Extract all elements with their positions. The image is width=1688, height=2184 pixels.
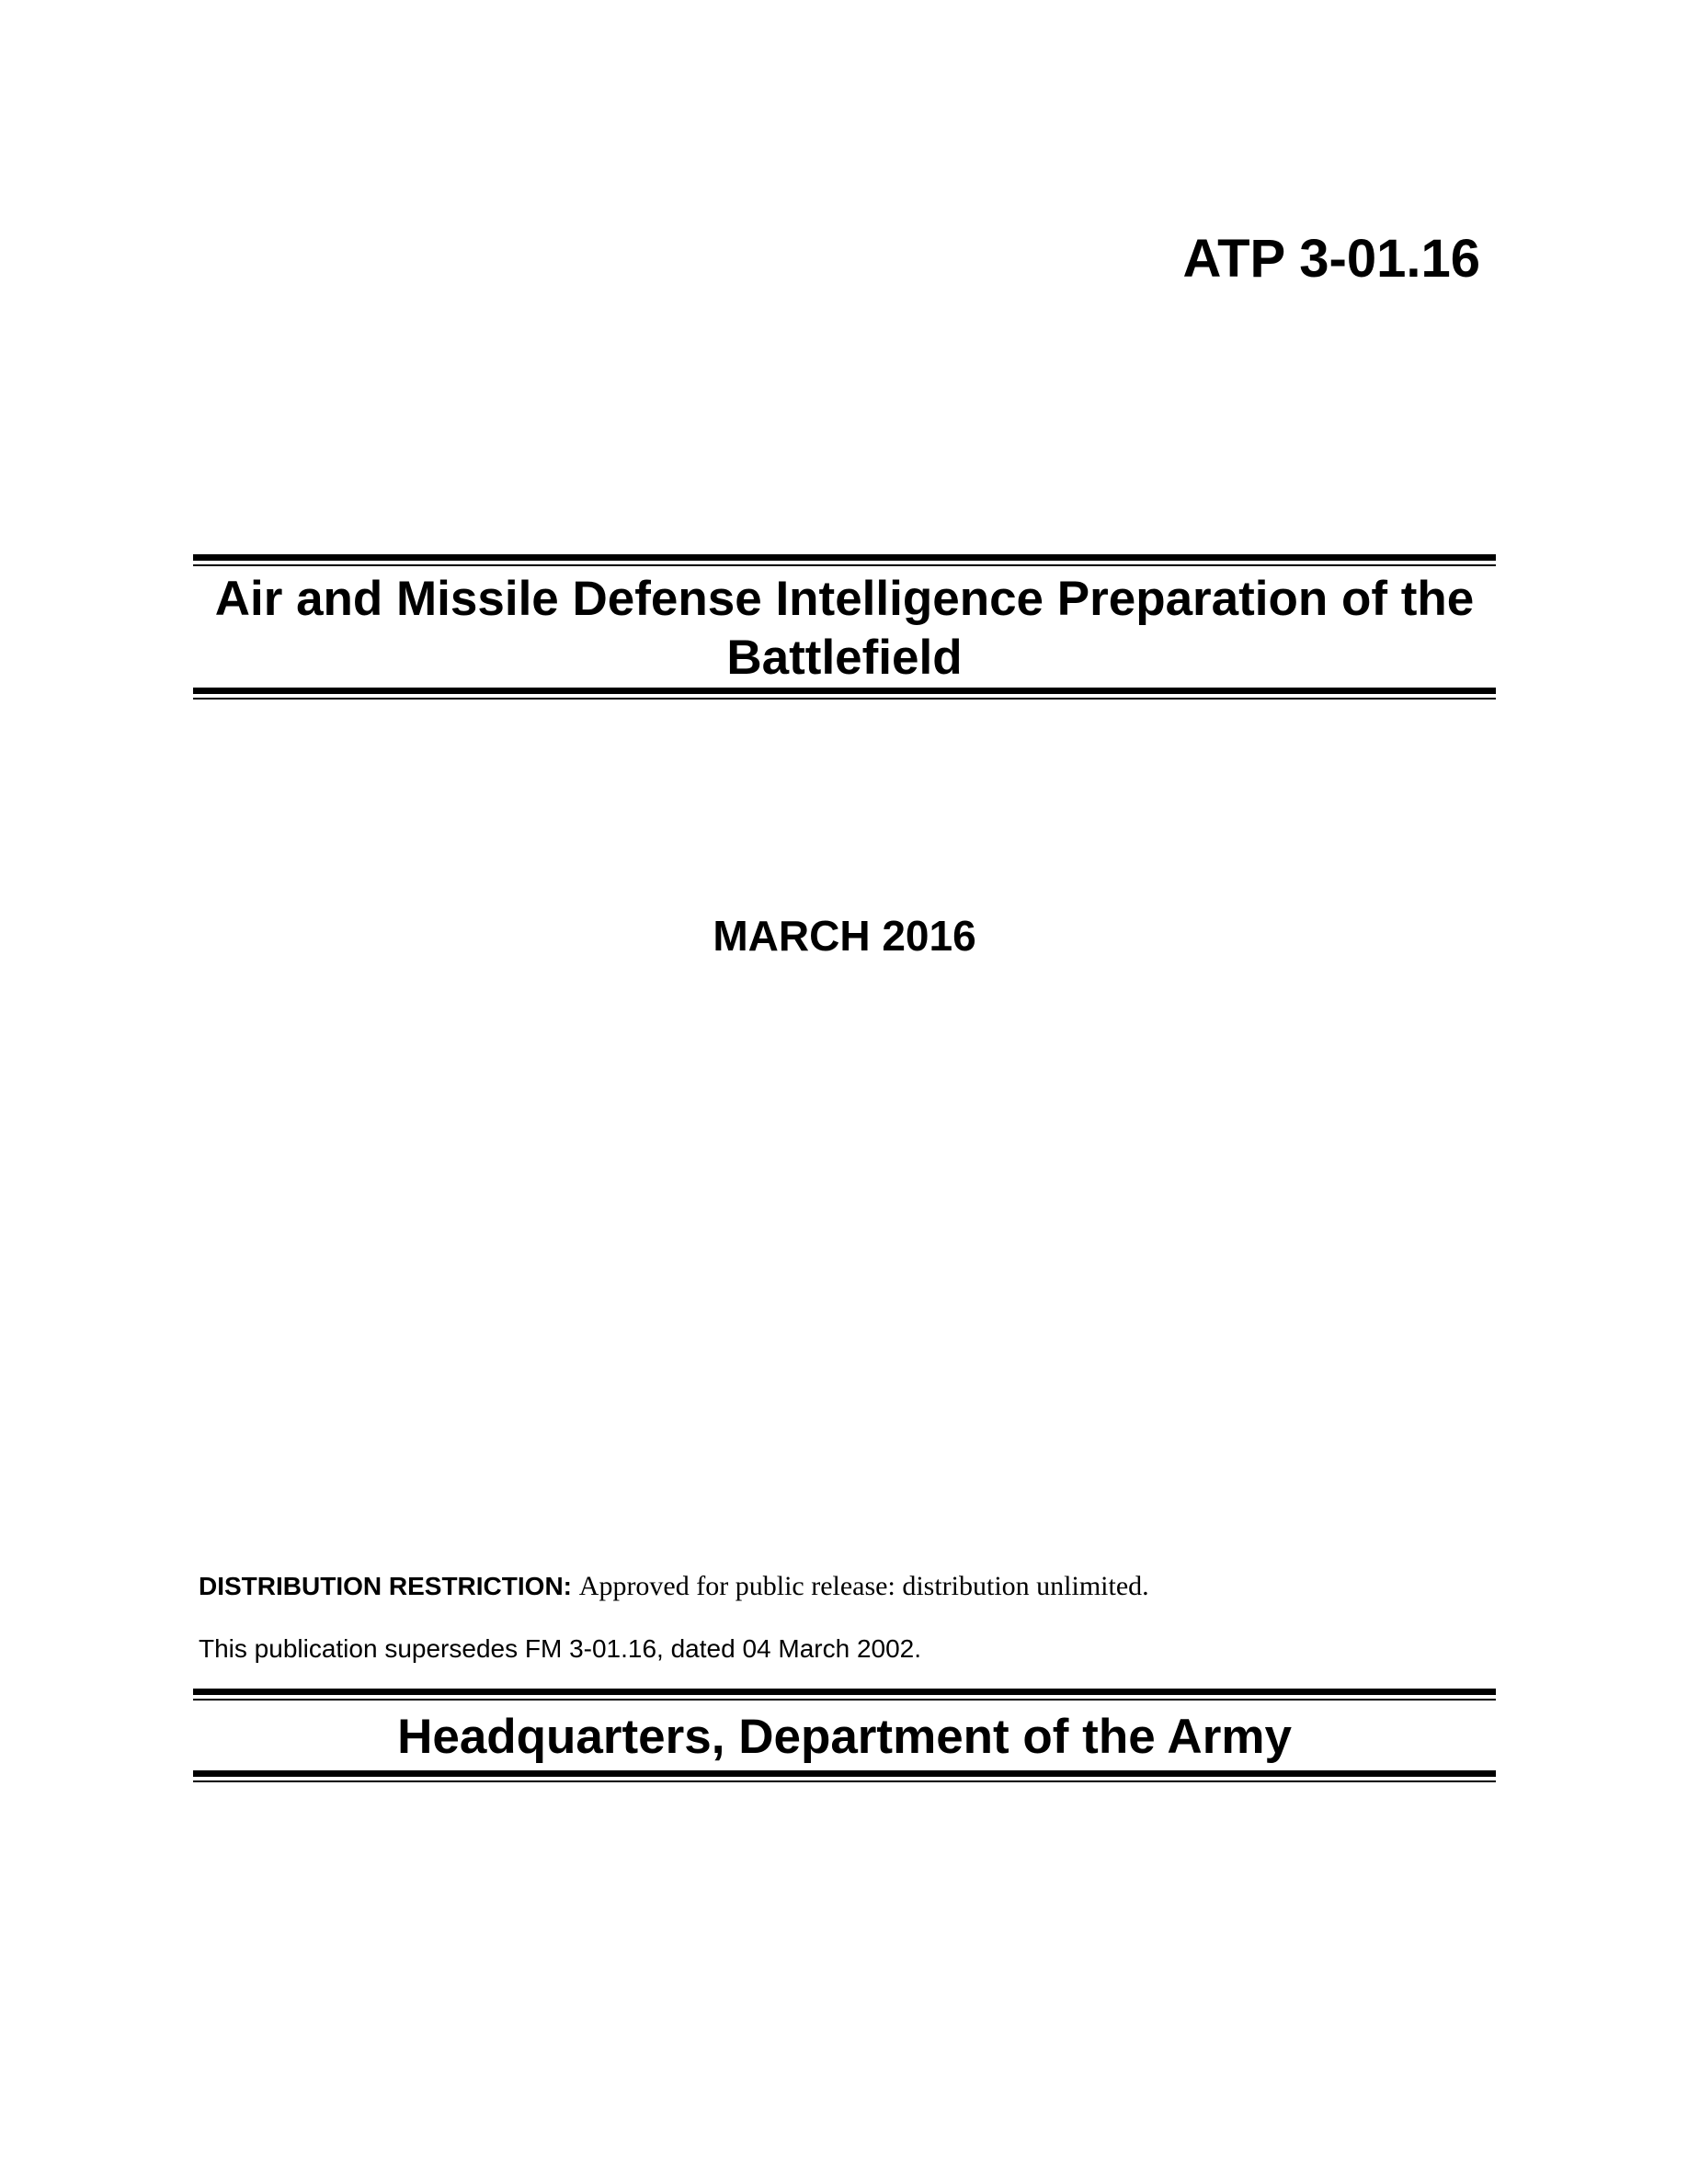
publication-date: MARCH 2016: [713, 912, 976, 960]
rule-thick-line: [193, 554, 1496, 561]
issuer-bottom-rule: [193, 1770, 1496, 1785]
supersedes-notice: This publication supersedes FM 3-01.16, dated 04 March 2002.: [199, 1634, 922, 1663]
rule-thin-line: [193, 698, 1496, 700]
publication-number: ATP 3-01.16: [1182, 229, 1480, 289]
distribution-text: Approved for public release: distribution unlimited.: [578, 1571, 1149, 1601]
title-top-rule: [193, 554, 1496, 569]
distribution-label: DISTRIBUTION RESTRICTION:: [199, 1572, 572, 1600]
issuer-name: Headquarters, Department of the Army: [397, 1710, 1292, 1764]
rule-thin-line: [193, 564, 1496, 566]
rule-thin-line: [193, 1699, 1496, 1701]
rule-thick-line: [193, 1770, 1496, 1777]
document-title: Air and Missile Defense Intelligence Preparation of the Battlefield: [214, 572, 1475, 685]
issuer-top-rule: [193, 1689, 1496, 1703]
rule-thick-line: [193, 1689, 1496, 1695]
title-bottom-rule: [193, 688, 1496, 702]
rule-thick-line: [193, 688, 1496, 694]
rule-thin-line: [193, 1780, 1496, 1782]
distribution-restriction: [199, 1570, 1149, 1603]
